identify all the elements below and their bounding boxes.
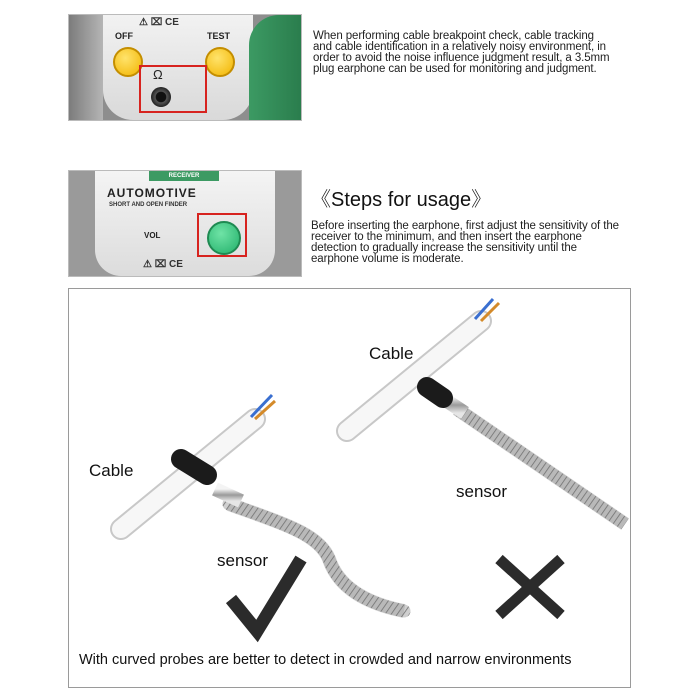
left-cable-label: Cable [89,461,134,480]
left-sensor-label: sensor [217,551,269,570]
right-sensor-label: sensor [456,482,508,501]
receiver-dial-photo [68,170,302,277]
highlight-box [197,213,247,257]
vol-label: VOL [144,231,161,240]
receiver-badge: RECEIVER [149,171,219,181]
earphone-instructions: When performing cable breakpoint check, cable tracking and cable identification in a relatively noisy environment, in order to avoid the noise influence judgment result, a 3.5mm plug earphone can be used for monitoring and judgment. [313,30,610,75]
earphone-icon: Ω [153,67,163,82]
right-cable-label: Cable [369,344,414,363]
steps-heading: 《Steps for usage》 [311,189,492,211]
off-label: OFF [115,31,133,41]
left-sensor-probe [181,459,404,611]
steps-instructions: Before inserting the earphone, first adjust the sensitivity of the receiver to the minimum, and then insert the earphone detection to gradually increase the sensitivity until the earphone volume is moderate. [311,220,619,265]
highlight-box [139,65,207,113]
right-cable [347,299,499,431]
test-label: TEST [207,31,231,41]
device-title: AUTOMOTIVE [107,186,197,200]
right-sensor-probe [427,387,625,524]
cross-mark-icon [499,559,561,615]
illustration-caption: With curved probes are better to detect in crowded and narrow environments [79,652,572,668]
device-grip [69,15,103,120]
test-button [205,47,235,77]
probe-drawing [69,289,632,689]
probe-illustration [68,288,631,688]
earphone-jack-photo [68,14,302,121]
device-subtitle: SHORT AND OPEN FINDER [109,202,188,208]
certification-marks: ⚠ ⌧ CE [143,259,183,270]
certification-marks: ⚠ ⌧ CE [139,17,179,28]
device-green-side [249,15,301,120]
